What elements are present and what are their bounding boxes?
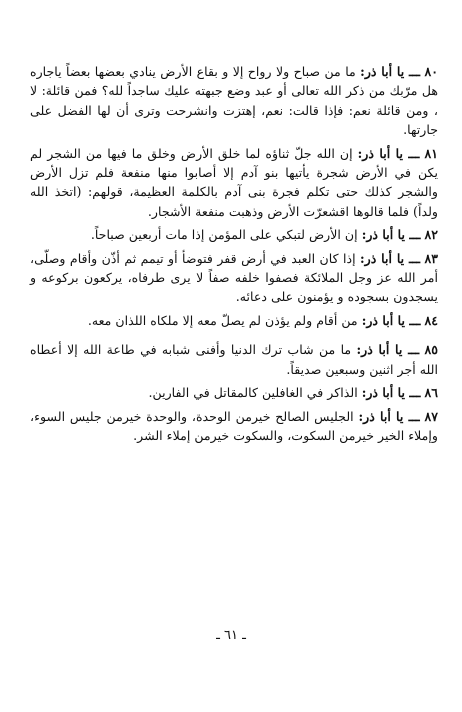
paragraph-number: ٨٧ — [424, 408, 438, 424]
paragraph-number: ٨٤ — [424, 312, 438, 328]
paragraph-84 — [30, 311, 438, 330]
paragraph-number: ٨٢ — [424, 227, 438, 243]
paragraph-address: ـــ يا أبا ذر: — [361, 227, 421, 243]
paragraph-text: من أقام ولم يؤذن لم يصلّ معه إلا ملكاه اللذان معه. — [87, 312, 358, 328]
paragraph-address: ـــ يا أبا ذر: — [360, 250, 421, 266]
paragraph-number: ٨٠ — [424, 64, 438, 79]
paragraph-80 — [30, 62, 438, 140]
paragraph-83 — [30, 249, 438, 307]
paragraph-text: ما من صباح ولا رواح إلا و بقاع الأرض ينادي بعضها بعضاً ياجاره هل مرّبك من ذكر الله تعالى أو عبد وضع جبهته عليك ساجداً لله؟ فمن قائلة: لا ، ومن قائلة نعم: فإذا قالت: نعم، إهتزت وانشرحت وترى أن لها الفضل على جارتها. — [30, 64, 438, 138]
paragraph-81 — [30, 144, 438, 222]
paragraph-text: ما من شاب ترك الدنيا وأفنى شبابه في طاعة الله إلا أعطاه الله أجر اثنين وسبعين صديقاً. — [30, 342, 438, 377]
paragraph-text: إن الأرض لتبكي على المؤمن إذا مات أربعين صباحاً. — [90, 227, 358, 243]
paragraph-text: الجليس الصالح خيرمن الوحدة، والوحدة خيرمن جليس السوء، وإملاء الخير خيرمن السكوت، والسكوت خيرمن إملاء الشر. — [30, 408, 438, 443]
paragraph-number: ٨٣ — [424, 250, 438, 266]
paragraph-number: ٨١ — [424, 145, 439, 161]
paragraph-address: ـــ يا أبا ذر: — [358, 408, 420, 424]
paragraph-82 — [30, 225, 438, 244]
paragraph-85 — [30, 340, 438, 379]
paragraph-address: ـــ يا أبا ذر: — [361, 312, 421, 328]
paragraph-text: الذاكر في الغافلين كالمقاتل في الفارين. — [148, 385, 358, 401]
paragraph-87 — [30, 407, 438, 446]
paragraph-address: ـــ يا أبا ذر: — [361, 385, 421, 401]
paragraph-text: إذا كان العبد في أرض قفر فتوضأ أو تيمم ثم أذّن وأقام وصلّى، أمر الله عز وجل الملائكة فصفوا خلفه صفاً لا يرى طرفاه، يركعون بركوعه و يسجدون بسجوده و يؤمنون على دعائه. — [30, 250, 438, 305]
paragraph-86 — [30, 383, 438, 402]
paragraph-address: ـــ يا أبا ذر: — [360, 64, 421, 79]
page-number: ـ ٦١ ـ — [216, 628, 246, 643]
paragraph-number: ٨٥ — [424, 342, 438, 358]
paragraph-text: إن الله جلّ ثناؤه لما خلق الأرض وخلق ما فيها من الشجر لم يكن في الأرض شجرة يأتيها بنو آدم إلا أصابوا منها منفعة فلم تزل الأرض والشجر كذلك حتى تكلم فجرة بنى آدم بالكلمة العظيمة، قولهم: (اتخذ الله ولداً) فلما قالوها اقشعرّت الأرض وذهبت منفعة الأشجار. — [30, 145, 438, 219]
paragraph-number: ٨٦ — [424, 385, 438, 401]
document-body — [30, 62, 438, 449]
paragraph-address: ـــ يا أبا ذر: — [356, 342, 420, 358]
paragraph-address: ـــ يا أبا ذر: — [357, 145, 420, 161]
